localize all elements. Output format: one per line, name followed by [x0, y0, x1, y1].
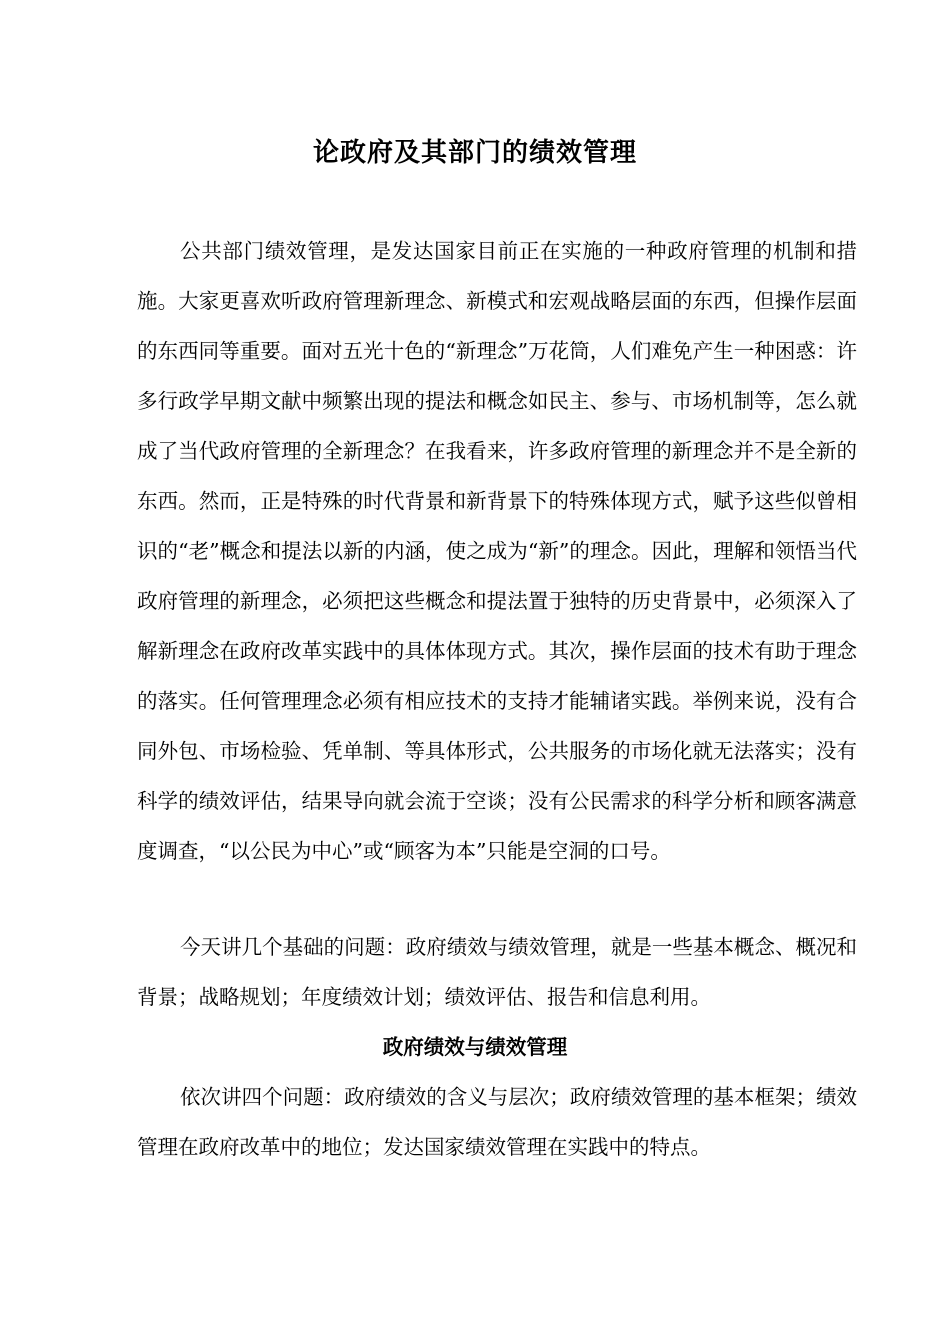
body-paragraph-intro: 公共部门绩效管理，是发达国家目前正在实施的一种政府管理的机制和措施。大家更喜欢听政府管理新理念、新模式和宏观战略层面的东西，但操作层面的东西同等重要。面对五光十色的“新理念”万花筒，人们难免产生一种困惑：许多行政学早期文献中频繁出现的提法和概念如民主、参与、市场机制等，怎么就成了当代政府管理的全新理念？在我看来，许多政府管理的新理念并不是全新的东西。然而，正是特殊的时代背景和新背景下的特殊体现方式，赋予这些似曾相识的“老”概念和提法以新的内涵，使之成为“新”的理念。因此，理解和领悟当代政府管理的新理念，必须把这些概念和提法置于独特的历史背景中，必须深入了解新理念在政府改革实践中的具体体现方式。其次，操作层面的技术有助于理念的落实。任何管理理念必须有相应技术的支持才能辅诸实践。举例来说，没有合同外包、市场检验、凭单制、等具体形式，公共服务的市场化就无法落实；没有科学的绩效评估，结果导向就会流于空谈；没有公民需求的科学分析和顾客满意度调查，“以公民为中心”或“顾客为本”只能是空洞的口号。: [137, 239, 857, 863]
body-paragraph-outline: 今天讲几个基础的问题：政府绩效与绩效管理，就是一些基本概念、概况和背景；战略规划；年度绩效计划；绩效评估、报告和信息利用。: [137, 935, 857, 1009]
section-heading: 政府绩效与绩效管理: [382, 1035, 568, 1059]
document-title: 论政府及其部门的绩效管理: [312, 138, 637, 168]
section-paragraph: 依次讲四个问题：政府绩效的含义与层次；政府绩效管理的基本框架；绩效管理在政府改革中的地位；发达国家绩效管理在实践中的特点。: [137, 1085, 857, 1159]
